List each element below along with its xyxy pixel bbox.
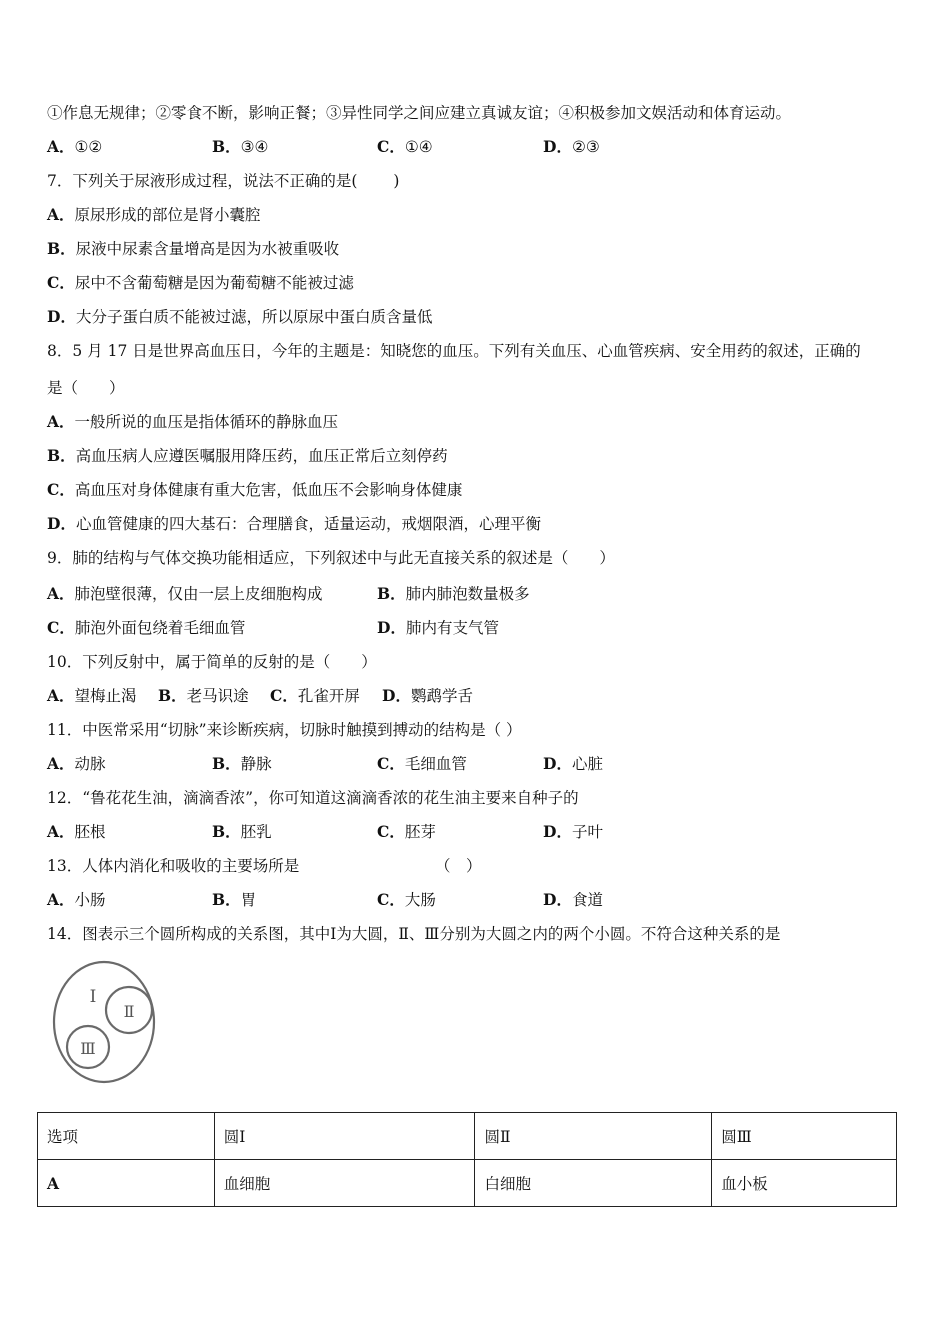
q11-option-c[interactable]: C．毛细血管: [377, 754, 467, 773]
header-circle-three: 圆Ⅲ: [712, 1113, 897, 1160]
q9-option-a[interactable]: A．肺泡壁很薄，仅由一层上皮细胞构成: [47, 584, 323, 603]
q9-option-d[interactable]: D．肺内有支气管: [377, 618, 499, 637]
q10-option-d[interactable]: D．鹦鹉学舌: [382, 686, 473, 705]
q11-option-d[interactable]: D．心脏: [543, 754, 603, 773]
q7-option-b[interactable]: B．尿液中尿素含量增高是因为水被重吸收: [47, 239, 340, 258]
table-header-row: [38, 1113, 897, 1160]
row-option-letter: A: [38, 1160, 215, 1207]
q10-option-a[interactable]: A．望梅止渴: [47, 686, 137, 705]
q7-stem: 7．下列关于尿液形成过程，说法不正确的是( ): [47, 172, 400, 190]
circle-one: [54, 962, 154, 1082]
q11-stem: 11．中医常采用“切脉”来诊断疾病，切脉时触摸到搏动的结构是（ ）: [47, 721, 522, 739]
q7-option-d[interactable]: D．大分子蛋白质不能被过滤，所以原尿中蛋白质含量低: [47, 307, 433, 326]
q12-option-d[interactable]: D．子叶: [543, 822, 603, 841]
q12-option-c[interactable]: C．胚芽: [377, 822, 436, 841]
q9-option-b[interactable]: B．肺内肺泡数量极多: [377, 584, 530, 603]
circle-one-label: Ⅰ: [89, 987, 97, 1007]
q13-option-d[interactable]: D．食道: [543, 890, 603, 909]
q8-stem-line1: 8．5 月 17 日是世界高血压日，今年的主题是：知晓您的血压。下列有关血压、心血管疾病、安全用药的叙述，正确的: [47, 342, 861, 360]
q9-option-c[interactable]: C．肺泡外面包绕着毛细血管: [47, 618, 246, 637]
header-circle-two: 圆Ⅱ: [475, 1113, 712, 1160]
q13-answer-blank: （ ）: [435, 857, 482, 875]
q11-option-a[interactable]: A．动脉: [47, 754, 106, 773]
row-circle-three: 血小板: [712, 1160, 897, 1207]
circle-three-label: Ⅲ: [80, 1039, 96, 1058]
q14-stem: 14．图表示三个圆所构成的关系图，其中Ⅰ为大圆，Ⅱ、Ⅲ分别为大圆之内的两个小圆。不符合这种关系的是: [47, 925, 781, 943]
q6-option-b[interactable]: B．③④: [212, 137, 269, 156]
q10-option-c[interactable]: C．孔雀开屏: [270, 686, 360, 705]
q13-option-b[interactable]: B．胃: [212, 890, 257, 909]
q8-option-a[interactable]: A．一般所说的血压是指体循环的静脉血压: [47, 412, 339, 431]
row-circle-two: 白细胞: [475, 1160, 712, 1207]
statement-list: ①作息无规律；②零食不断，影响正餐；③异性同学之间应建立真诚友谊；④积极参加文娱活动和体育运动。: [47, 104, 792, 122]
q10-stem: 10．下列反射中，属于简单的反射的是（ ）: [47, 653, 377, 671]
q8-option-c[interactable]: C．高血压对身体健康有重大危害，低血压不会影响身体健康: [47, 480, 463, 499]
q8-option-b[interactable]: B．高血压病人应遵医嘱服用降压药，血压正常后立刻停药: [47, 446, 448, 465]
circle-two-label: Ⅱ: [123, 1002, 135, 1021]
three-circle-diagram: [50, 955, 160, 1085]
q7-option-a[interactable]: A．原尿形成的部位是肾小囊腔: [47, 205, 261, 224]
q12-option-b[interactable]: B．胚乳: [212, 822, 272, 841]
q13-option-c[interactable]: C．大肠: [377, 890, 436, 909]
q12-option-a[interactable]: A．胚根: [47, 822, 106, 841]
q14-table: [37, 1112, 897, 1207]
q6-option-c[interactable]: C．①④: [377, 137, 433, 156]
header-circle-one: 圆Ⅰ: [214, 1113, 475, 1160]
q11-option-b[interactable]: B．静脉: [212, 754, 272, 773]
table-row: [38, 1160, 897, 1207]
q10-option-b[interactable]: B．老马识途: [158, 686, 249, 705]
q12-stem: 12．“鲁花花生油，滴滴香浓”，你可知道这滴滴香浓的花生油主要来自种子的: [47, 789, 579, 807]
row-circle-one: 血细胞: [214, 1160, 475, 1207]
q9-stem: 9．肺的结构与气体交换功能相适应，下列叙述中与此无直接关系的叙述是（ ）: [47, 549, 615, 567]
q8-stem-line2: 是（ ）: [47, 379, 125, 397]
q13-stem: 13．人体内消化和吸收的主要场所是: [47, 857, 300, 875]
q6-option-d[interactable]: D．②③: [543, 137, 600, 156]
header-option: 选项: [38, 1113, 215, 1160]
q8-option-d[interactable]: D．心血管健康的四大基石：合理膳食，适量运动，戒烟限酒，心理平衡: [47, 514, 541, 533]
q7-option-c[interactable]: C．尿中不含葡萄糖是因为葡萄糖不能被过滤: [47, 273, 354, 292]
q6-option-a[interactable]: A．①②: [47, 137, 103, 156]
q13-option-a[interactable]: A．小肠: [47, 890, 106, 909]
